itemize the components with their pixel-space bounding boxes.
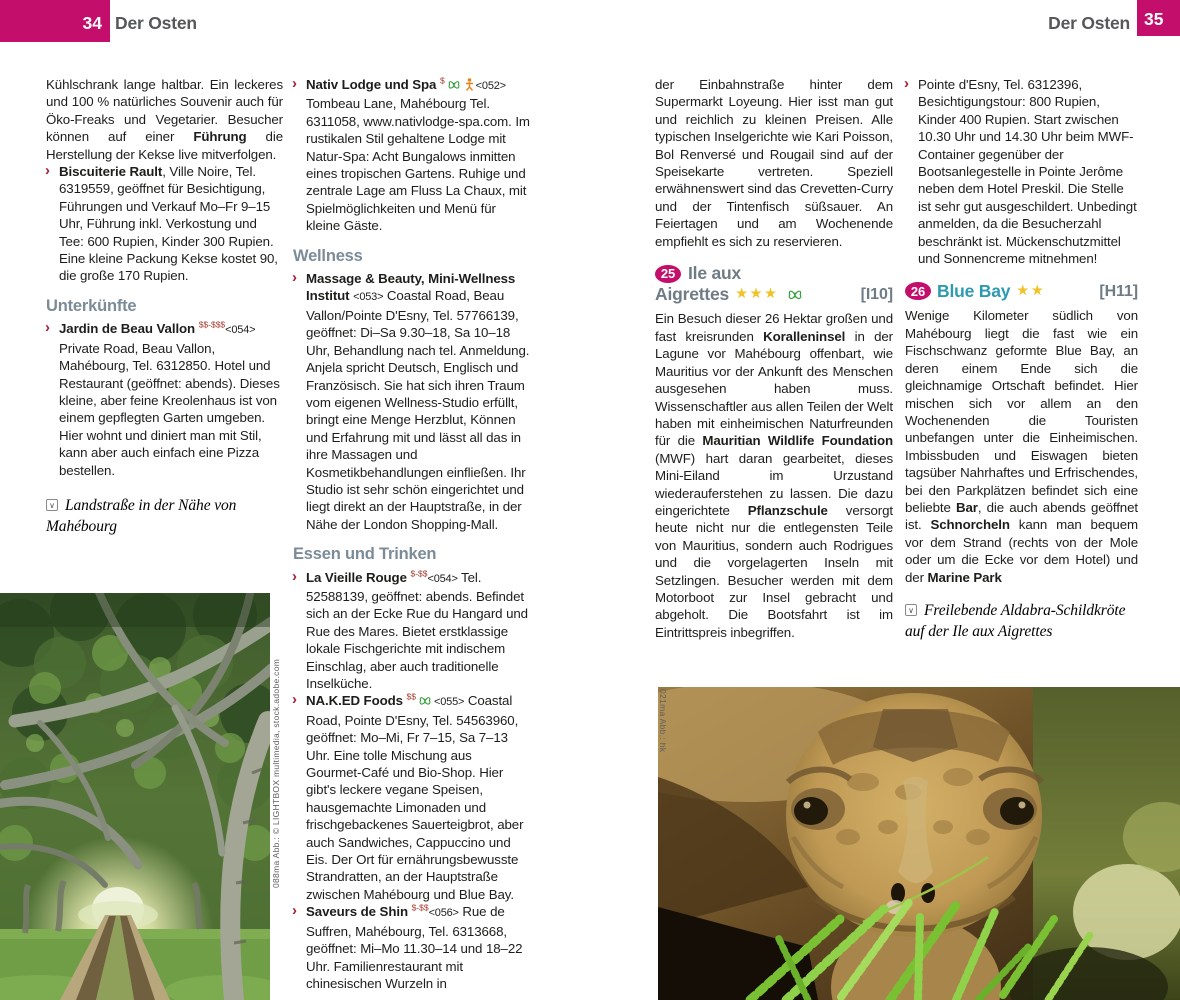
listing-text: Jardin de Beau Vallon $$-$$$<054> Private Road, Beau Vallon, Mahébourg, Tel. 6312850. Hotel und Restaurant (geöffnet: abends). Dieses kleine, aber feine Kreolenhaus ist von einem gepflegten Garten umgeben. Hier wohnt und diniert man mit Stil, kann aber auch einfach eine Pizza bestellen. bbox=[59, 319, 280, 478]
map-grid-reference: [H11] bbox=[1099, 282, 1138, 300]
poi-title: Aigrettes bbox=[655, 284, 730, 305]
listing-naked-foods bbox=[293, 692, 530, 903]
butterfly-icon bbox=[418, 695, 432, 707]
star-rating: ★★★ bbox=[735, 286, 779, 303]
poi-number-badge: 25 bbox=[655, 265, 681, 283]
tortoise-photo-art bbox=[658, 687, 1180, 1000]
listing-text: Saveurs de Shin $-$$<056> Rue de Suffren, Mahébourg, Tel. 6313668, geöffnet: Mi–Mo 11.30–14 und 18–22 Uhr. Familienrestaurant mit chinesischen Wurzeln in bbox=[306, 902, 523, 991]
poi-number-badge: 26 bbox=[905, 282, 931, 300]
poi-title: Ile aux bbox=[688, 263, 742, 284]
poi-heading-line2 bbox=[655, 286, 893, 303]
poi-heading-ile-aux-aigrettes bbox=[655, 265, 893, 303]
listing-text: NA.K.ED Foods $$ <055> Coastal Road, Pointe D'Esny, Tel. 54563960, geöffnet: Mo–Mi, Fr 7–15, Sa 7–13 Uhr. Eine tolle Mischung aus Gourmet-Café und Bio-Shop. Hier gibt's leckere vegane Speisen, hausgemachte Limonaden und frischgebackenes Sauerteigbrot, aber auch Sandwiches, Cappuccino und Eis. Der Ort für ernährungsbewusste Strandratten, an der Hauptstraße zwischen Mahébourg und Blue Bay. bbox=[306, 691, 524, 902]
running-head-left: Der Osten bbox=[115, 13, 197, 33]
poi-heading-blue-bay bbox=[905, 282, 1138, 300]
photo-caption-trees bbox=[46, 495, 254, 537]
chevron-bullet-icon: › bbox=[292, 902, 297, 920]
chevron-bullet-icon: › bbox=[292, 75, 297, 92]
listing-jardin-de-beau-vallon bbox=[46, 320, 283, 479]
photo-credit-right: 021ma Abb.: hk bbox=[658, 689, 668, 753]
photo-caption-tortoise bbox=[905, 600, 1138, 642]
caption-marker-icon: ∨ bbox=[905, 604, 917, 616]
page-number-left: 34 bbox=[82, 13, 102, 33]
chevron-bullet-icon: › bbox=[292, 691, 297, 709]
listing-text: Nativ Lodge und Spa $ <052> Tombeau Lane, Mahébourg Tel. 6311058, www.nativlodge-spa.com. Im rustikalen Stil gehaltene Lodge mit Natur-Spa: Acht Bungalows inmitten eines tropischen Gartens. Ruhige und zentrale Lage am Fluss La Chaux, mit Spielmöglichkeiten und Menü für kleine Gäste. bbox=[306, 75, 530, 234]
listing-nativ-lodge bbox=[293, 76, 530, 235]
section-heading-wellness: Wellness bbox=[293, 246, 363, 265]
tree-avenue-photo bbox=[0, 593, 270, 1000]
caption-marker-icon: ∨ bbox=[46, 499, 58, 511]
listing-pointe-desny bbox=[905, 76, 1138, 267]
page-number-block-right bbox=[1137, 0, 1180, 36]
tree-avenue-photo-art bbox=[0, 593, 270, 1000]
chevron-bullet-icon: › bbox=[292, 269, 297, 287]
chevron-bullet-icon: › bbox=[292, 567, 297, 585]
butterfly-icon bbox=[447, 79, 461, 91]
star-rating: ★★ bbox=[1016, 282, 1046, 299]
listing-la-vieille-rouge bbox=[293, 569, 530, 693]
poi-heading-line bbox=[905, 282, 1138, 300]
listing-text: La Vieille Rouge $-$$<054> Tel. 52588139, geöffnet: abends. Befindet sich an der Ecke Rue du Hangard und Rue des Mares. Bietet erstklassige lokale Fischgerichte mit indischem Einschlag, aber auch traditionelle Inselküche. bbox=[306, 568, 528, 691]
poi-title: Blue Bay bbox=[937, 280, 1011, 301]
listing-saveurs-de-shin bbox=[293, 903, 530, 992]
map-grid-reference: [I10] bbox=[860, 286, 893, 304]
poi-heading-line1 bbox=[655, 265, 893, 283]
continuation-paragraph: der Einbahnstraße hinter dem Supermarkt Loyeung. Hier isst man gut und reichlich zu kleinen Preisen. Alle typischen Inselgerichte wie Kari Poisson, Bol Renversé und Rougail sind auf der Speisekarte vertreten. Speziell erwähnenswert sind das Crevetten-Curry und der Tintenfisch süßsauer. An Feiertagen und am Wochenende empfiehlt es sich zu reservieren. bbox=[655, 77, 893, 249]
listing-biscuiterie-rault bbox=[46, 163, 283, 285]
column-1 bbox=[46, 76, 283, 537]
column-2 bbox=[293, 76, 530, 992]
column-4 bbox=[905, 76, 1138, 642]
chevron-bullet-icon: › bbox=[904, 75, 909, 92]
section-heading-essen-und-trinken: Essen und Trinken bbox=[293, 545, 437, 564]
column-3 bbox=[655, 76, 893, 641]
tortoise-photo bbox=[658, 687, 1180, 1000]
photo-credit-left: 088ma Abb.: © LIGHTBOX multimedia, stock.adobe.com bbox=[271, 658, 281, 888]
person-icon bbox=[465, 78, 474, 91]
page-number-block-left bbox=[0, 0, 110, 42]
running-head-right: Der Osten bbox=[1048, 13, 1130, 33]
butterfly-icon bbox=[787, 288, 803, 302]
section-heading-unterkuenfte: Unterkünfte bbox=[46, 296, 137, 315]
caption-text: Freilebende Aldabra-Schildkröte auf der Ile aux Aigrettes bbox=[905, 601, 1126, 640]
chevron-bullet-icon: › bbox=[45, 162, 50, 180]
listing-text: Massage & Beauty, Mini-Wellness Institut <053> Coastal Road, Beau Vallon/Pointe D'Esny, Tel. 57766139, geöffnet: Di–Sa 9.30–18, Sa 10–18 Uhr, Behandlung nach tel. Anmeldung. Anjela spricht Deutsch, Englisch und Französisch. Sie hat sich ihren Traum vom eigenen Wellness-Studio erfüllt, bringt eine Menge Herzblut, Können und Erfahrung mit und lässt all das in ihre Massagen und Kosmetikbehandlungen einfließen. Ihr Studio ist sehr schön eingerichtet und liegt direkt an der Hauptstraße, in der Nähe der London Shopping-Mall. bbox=[306, 271, 530, 532]
chevron-bullet-icon: › bbox=[45, 319, 50, 337]
poi-body-text: Ein Besuch dieser 26 Hektar großen und fast kreisrunden Koralleninsel in der Lagune vor Mahébourg offenbart, wie Mauritius vor der Ankunft des Menschen ausgesehen haben muss. Wissenschaftler aus allen Teilen der Welt haben mit einheimischen Naturfreunden für die Mauritian Wildlife Foundation (MWF) hart daran gearbeitet, dieses Mini-Eiland im Urzustand wiederauferstehen zu lassen. Die dazu eingerichtete Pflanzschule versorgt heute nicht nur die entlegensten Teile von Mauritius, sondern auch Rodrigues und die vorgelagerten Inseln mit Setzlingen. Besucher werden mit dem Motorboot zur Insel gebracht und abgeholt. Die Bootsfahrt ist im Eintrittspreis inbegriffen. bbox=[655, 311, 894, 640]
page-number-right: 35 bbox=[1144, 9, 1164, 29]
caption-text: Landstraße in der Nähe von Mahébourg bbox=[46, 496, 237, 535]
listing-text: Biscuiterie Rault, Ville Noire, Tel. 6319559, geöffnet für Besichtigung, Führungen und Verkauf Mo–Fr 9–15 Uhr, Führung inkl. Verkostung und Tee: 600 Rupien, Kinder 300 Rupien. Eine kleine Packung Kekse kostet 90, die große 170 Rupien. bbox=[59, 164, 278, 284]
listing-text: Pointe d'Esny, Tel. 6312396, Besichtigungstour: 800 Rupien, Kinder 400 Rupien. Start zwischen 10.30 Uhr und 14.30 Uhr beim MWF-Container gegenüber der Bootsanlegestelle in Pointe Jerôme neben dem Hotel Preskil. Die Stelle ist sehr gut ausgeschildert. Unbedingt anmelden, da die Besucherzahl beschränkt ist. Mückenschutzmittel und Sonnencreme mitnehmen! bbox=[918, 77, 1137, 267]
listing-massage-beauty bbox=[293, 270, 530, 533]
poi-body-text: Wenige Kilometer südlich von Mahébourg liegt die fast wie ein Fischschwanz geformte Blue Bay, an deren einem Ende sich die gleichnamige Ortschaft befindet. Hier mischen sich vor allem an den Wochenenden die Touristen unbefangen unter die Einheimischen. Imbissbuden und Eiswagen bieten tagsüber Nahrhaftes und Erfrischendes, bei den Parkplätzen befindet sich eine beliebte Bar, die auch abends geöffnet ist. Schnorcheln kann man bequem vor dem Strand (rechts von der Mole oder um die Ecke vor dem Hotel) und der Marine Park bbox=[905, 308, 1138, 585]
intro-paragraph: Kühlschrank lange haltbar. Ein leckeres und 100 % natürliches Souvenir auch für Öko-Freaks und Vegetarier. Besucher können auf einer Führung die Herstellung der Kekse live mitverfolgen. bbox=[46, 77, 284, 162]
